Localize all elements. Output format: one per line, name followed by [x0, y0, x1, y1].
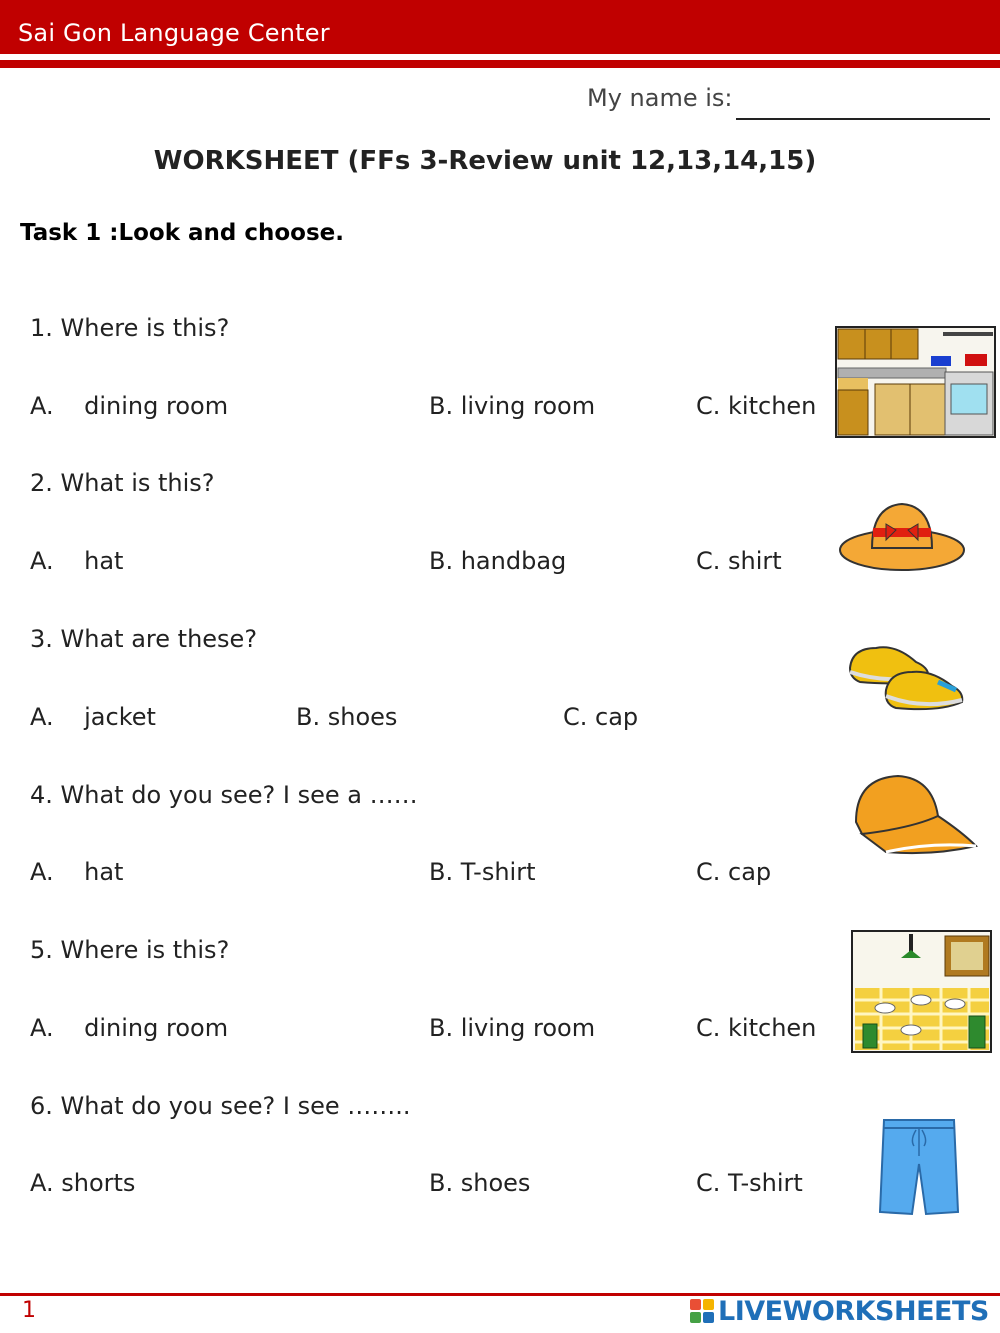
- option-6a[interactable]: A. shorts: [30, 1169, 136, 1197]
- question-1: 1. Where is this?: [30, 314, 230, 342]
- cap-picture: [852, 772, 978, 858]
- question-4: 4. What do you see? I see a ……: [30, 781, 418, 809]
- option-3c[interactable]: C. cap: [563, 703, 639, 731]
- option-1a[interactable]: A. dining room: [30, 392, 229, 420]
- option-2a[interactable]: A. hat: [30, 547, 124, 575]
- option-5a[interactable]: A. dining room: [30, 1014, 229, 1042]
- question-2: 2. What is this?: [30, 469, 215, 497]
- shoes-picture: [846, 638, 966, 724]
- option-5b[interactable]: B. living room: [429, 1014, 596, 1042]
- option-4a[interactable]: A. hat: [30, 858, 124, 886]
- center-name: Sai Gon Language Center: [18, 19, 330, 47]
- option-4c[interactable]: C. cap: [696, 858, 772, 886]
- option-4b[interactable]: B. T-shirt: [429, 858, 536, 886]
- liveworksheets-text: LIVEWORKSHEETS: [718, 1295, 989, 1327]
- option-5c[interactable]: C. kitchen: [696, 1014, 817, 1042]
- task-heading: Task 1 :Look and choose.: [20, 220, 345, 246]
- kitchen-picture: [835, 326, 996, 438]
- option-6b[interactable]: B. shoes: [429, 1169, 531, 1197]
- option-1b[interactable]: B. living room: [429, 392, 596, 420]
- name-input-line[interactable]: [736, 118, 990, 120]
- worksheet-title: WORKSHEET (FFs 3-Review unit 12,13,14,15): [153, 146, 817, 176]
- dining-room-picture: [851, 930, 992, 1053]
- shorts-picture: [878, 1116, 960, 1216]
- hat-picture: [838, 494, 966, 576]
- liveworksheets-icon: [690, 1299, 714, 1323]
- page-number: 1: [22, 1298, 36, 1323]
- name-label: My name is:: [587, 84, 733, 112]
- option-1c[interactable]: C. kitchen: [696, 392, 817, 420]
- option-6c[interactable]: C. T-shirt: [696, 1169, 803, 1197]
- question-3: 3. What are these?: [30, 625, 258, 653]
- liveworksheets-logo[interactable]: [690, 1295, 989, 1327]
- option-2c[interactable]: C. shirt: [696, 547, 782, 575]
- question-6: 6. What do you see? I see ……..: [30, 1092, 411, 1120]
- option-3a[interactable]: A. jacket: [30, 703, 156, 731]
- header-divider: [0, 60, 1000, 68]
- option-3b[interactable]: B. shoes: [296, 703, 398, 731]
- question-5: 5. Where is this?: [30, 936, 230, 964]
- option-2b[interactable]: B. handbag: [429, 547, 567, 575]
